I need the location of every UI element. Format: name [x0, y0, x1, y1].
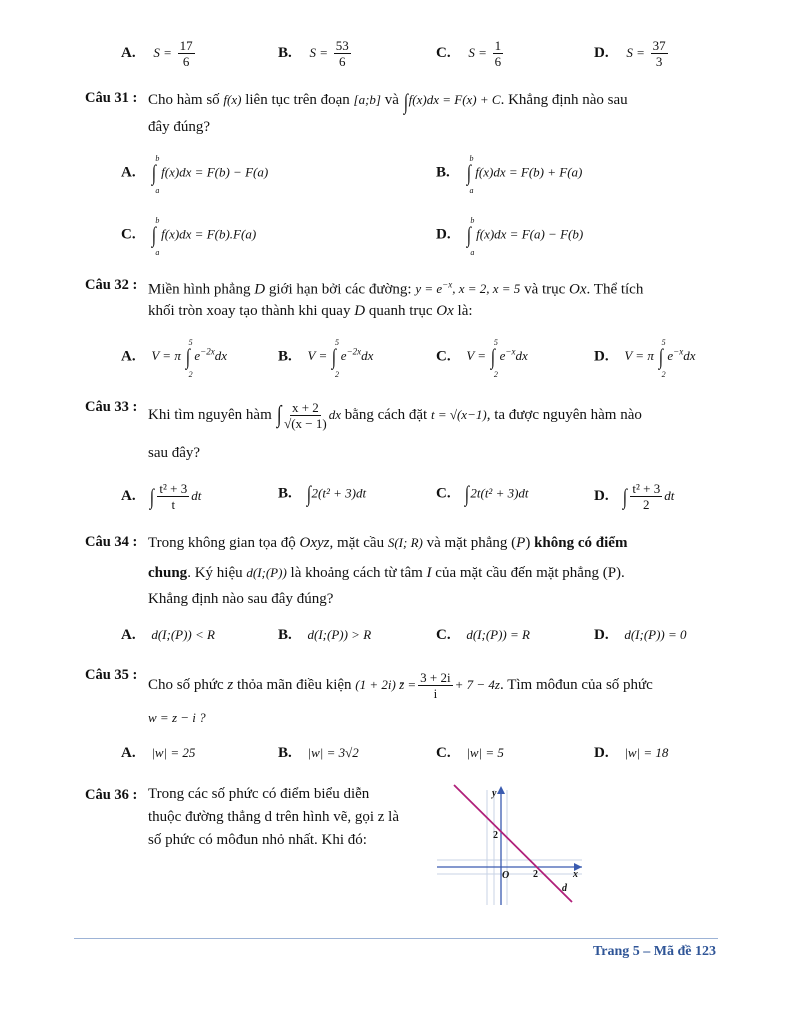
y-label: y: [492, 788, 497, 799]
q31-answer-c: C. b ∫ a f(x)dx = F(b).F(a): [121, 216, 257, 257]
q35-answer-c: C. |w| = 5: [436, 745, 504, 761]
line-d: [454, 785, 572, 902]
q35-answer-a: A. |w| = 25: [121, 745, 196, 761]
x-two-label: 2: [533, 869, 538, 880]
top-answer-c: C. S = $\frac{1}{6}$: [436, 38, 502, 69]
x-label: x: [573, 869, 578, 880]
question-number: Câu 31 :: [85, 90, 138, 106]
y-arrow: [497, 786, 505, 794]
q34-answer-c: C. d(I;(P)) = R: [436, 627, 530, 643]
q32-answer-d: D. V = π 5 ∫ 2 $e^{-x}dx$: [594, 338, 696, 379]
q34-answer-b: B. d(I;(P)) > R: [278, 627, 372, 643]
q35-answer-b: B. |w| = 3√2: [278, 745, 359, 761]
q33-answer-c: C. ∫2t(t² + 3)dt: [436, 481, 529, 506]
d-label: d: [562, 883, 567, 894]
top-answer-b: B. S = $\frac{53}{6}$: [278, 38, 349, 69]
grid-lines: [437, 790, 582, 905]
q33-answer-a: A. ∫ $\frac{\text{t² + 3}}{t}$ dt: [121, 481, 202, 512]
q32-answer-c: C. V = 5 ∫ 2 $e^{-x}dx$: [436, 338, 528, 379]
page-footer: Trang 5 – Mã đề 123: [592, 944, 716, 959]
top-answer-d: D. S = $\frac{37}{3}$: [594, 38, 666, 69]
coordinate-graph: [432, 780, 592, 910]
q31-answer-b: B. b ∫ a f(x)dx = F(b) + F(a): [436, 154, 583, 195]
q35-answer-d: D. |w| = 18: [594, 745, 669, 761]
q31-answer-a: A. b ∫ a f(x)dx = F(b) − F(a): [121, 154, 269, 195]
q32-answer-b: B. V = 5 ∫ 2 $e^{-2x}dx$: [278, 338, 374, 379]
q34-answer-a: A. d(I;(P)) < R: [121, 627, 215, 643]
answer-label: A.: [121, 44, 136, 61]
q33-answer-d: D. ∫ $\frac{\text{t² + 3}}{2}$ dt: [594, 481, 675, 512]
footer-divider: [74, 938, 718, 939]
y-two-label: 2: [493, 830, 498, 841]
origin-label: O: [502, 870, 510, 881]
q32-answer-a: A. V = π 5 ∫ 2 $e^{-2x}dx$: [121, 338, 228, 379]
top-answer-a: A. S = $\frac{17}{6}$: [121, 38, 193, 69]
q33-answer-b: B. ∫2(t² + 3)dt: [278, 481, 367, 506]
q31-answer-d: D. b ∫ a f(x)dx = F(a) − F(b): [436, 216, 584, 257]
q34-answer-d: D. d(I;(P)) = 0: [594, 627, 687, 643]
